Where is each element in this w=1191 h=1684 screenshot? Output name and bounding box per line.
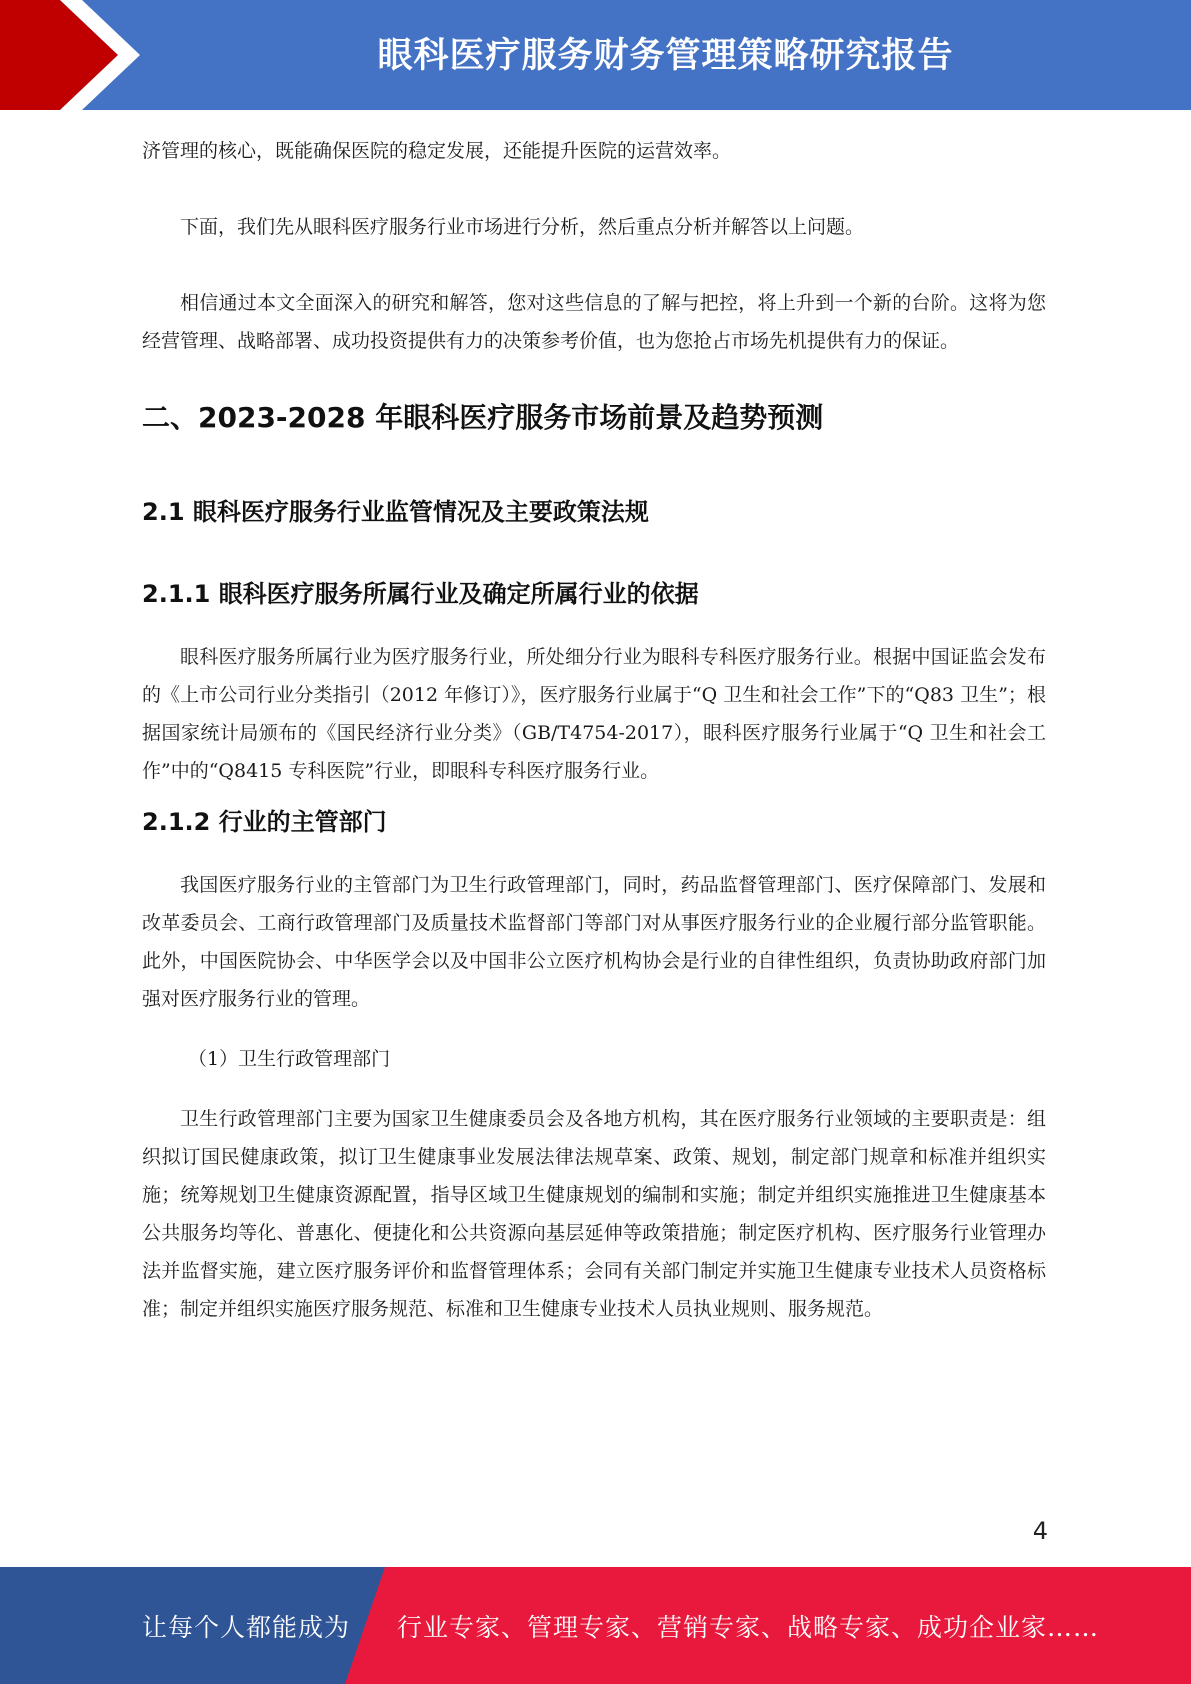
paragraph-industry-classification: 眼科医疗服务所属行业为医疗服务行业，所处细分行业为眼科专科医疗服务行业。根据中国证监会发布的《上市公司行业分类指引（2012 年修订）》，医疗服务行业属于“Q 卫生和社会工作”下的“Q83 卫生”；根据国家统计局颁布的《国民经济行业分类》（GB/T4754-2017），眼科医疗服务行业属于“Q 卫生和社会工作”中的“Q8415 专科医院”行业，即眼科专科医疗服务行业。 xyxy=(142,646,1046,782)
header-arrow-decoration xyxy=(0,0,160,110)
header-banner xyxy=(0,0,1191,110)
subsection-heading-2-1-2: 2.1.2 行业的主管部门 xyxy=(142,808,387,836)
footer-slogan-right: 行业专家、管理专家、营销专家、战略专家、成功企业家…… xyxy=(397,1612,1100,1642)
report-title: 眼科医疗服务财务管理策略研究报告 xyxy=(377,36,954,76)
paragraph-summary: 相信通过本文全面深入的研究和解答，您对这些信息的了解与把控，将上升到一个新的台阶。这将为您经营管理、战略部署、成功投资提供有力的决策参考价值，也为您抢占市场先机提供有力的保证。 xyxy=(142,292,1046,352)
paragraph-health-admin-duties: 卫生行政管理部门主要为国家卫生健康委员会及各地方机构，其在医疗服务行业领域的主要职责是：组织拟订国民健康政策，拟订卫生健康事业发展法律法规草案、政策、规划，制定部门规章和标准并组织实施；统筹规划卫生健康资源配置，指导区域卫生健康规划的编制和实施；制定并组织实施推进卫生健康基本公共服务均等化、普惠化、便捷化和公共资源向基层延伸等政策措施；制定医疗机构、医疗服务行业管理办法并监督实施，建立医疗服务评价和监督管理体系；会同有关部门制定并实施卫生健康专业技术人员资格标准；制定并组织实施医疗服务规范、标准和卫生健康专业技术人员执业规则、服务规范。 xyxy=(142,1108,1046,1320)
subsection-heading-2-1: 2.1 眼科医疗服务行业监管情况及主要政策法规 xyxy=(142,498,649,526)
page-content xyxy=(142,132,1046,1328)
paragraph-continuation: 济管理的核心，既能确保医院的稳定发展，还能提升医院的运营效率。 xyxy=(142,140,732,162)
section-heading: 二、2023-2028 年眼科医疗服务市场前景及趋势预测 xyxy=(142,401,824,434)
subsection-heading-2-1-1: 2.1.1 眼科医疗服务所属行业及确定所属行业的依据 xyxy=(142,580,699,608)
paragraph-regulators: 我国医疗服务行业的主管部门为卫生行政管理部门，同时，药品监督管理部门、医疗保障部门、发展和改革委员会、工商行政管理部门及质量技术监督部门等部门对从事医疗服务行业的企业履行部分监管职能。此外，中国医院协会、中华医学会以及中国非公立医疗机构协会是行业的自律性组织，负责协助政府部门加强对医疗服务行业的管理。 xyxy=(142,874,1046,1010)
footer-banner xyxy=(0,1567,1191,1684)
page-number: 4 xyxy=(1032,1517,1048,1545)
footer-slogan-left: 让每个人都能成为 xyxy=(142,1612,351,1642)
list-item-health-admin: （1）卫生行政管理部门 xyxy=(188,1048,391,1070)
paragraph-intro: 下面，我们先从眼科医疗服务行业市场进行分析，然后重点分析并解答以上问题。 xyxy=(180,216,865,238)
